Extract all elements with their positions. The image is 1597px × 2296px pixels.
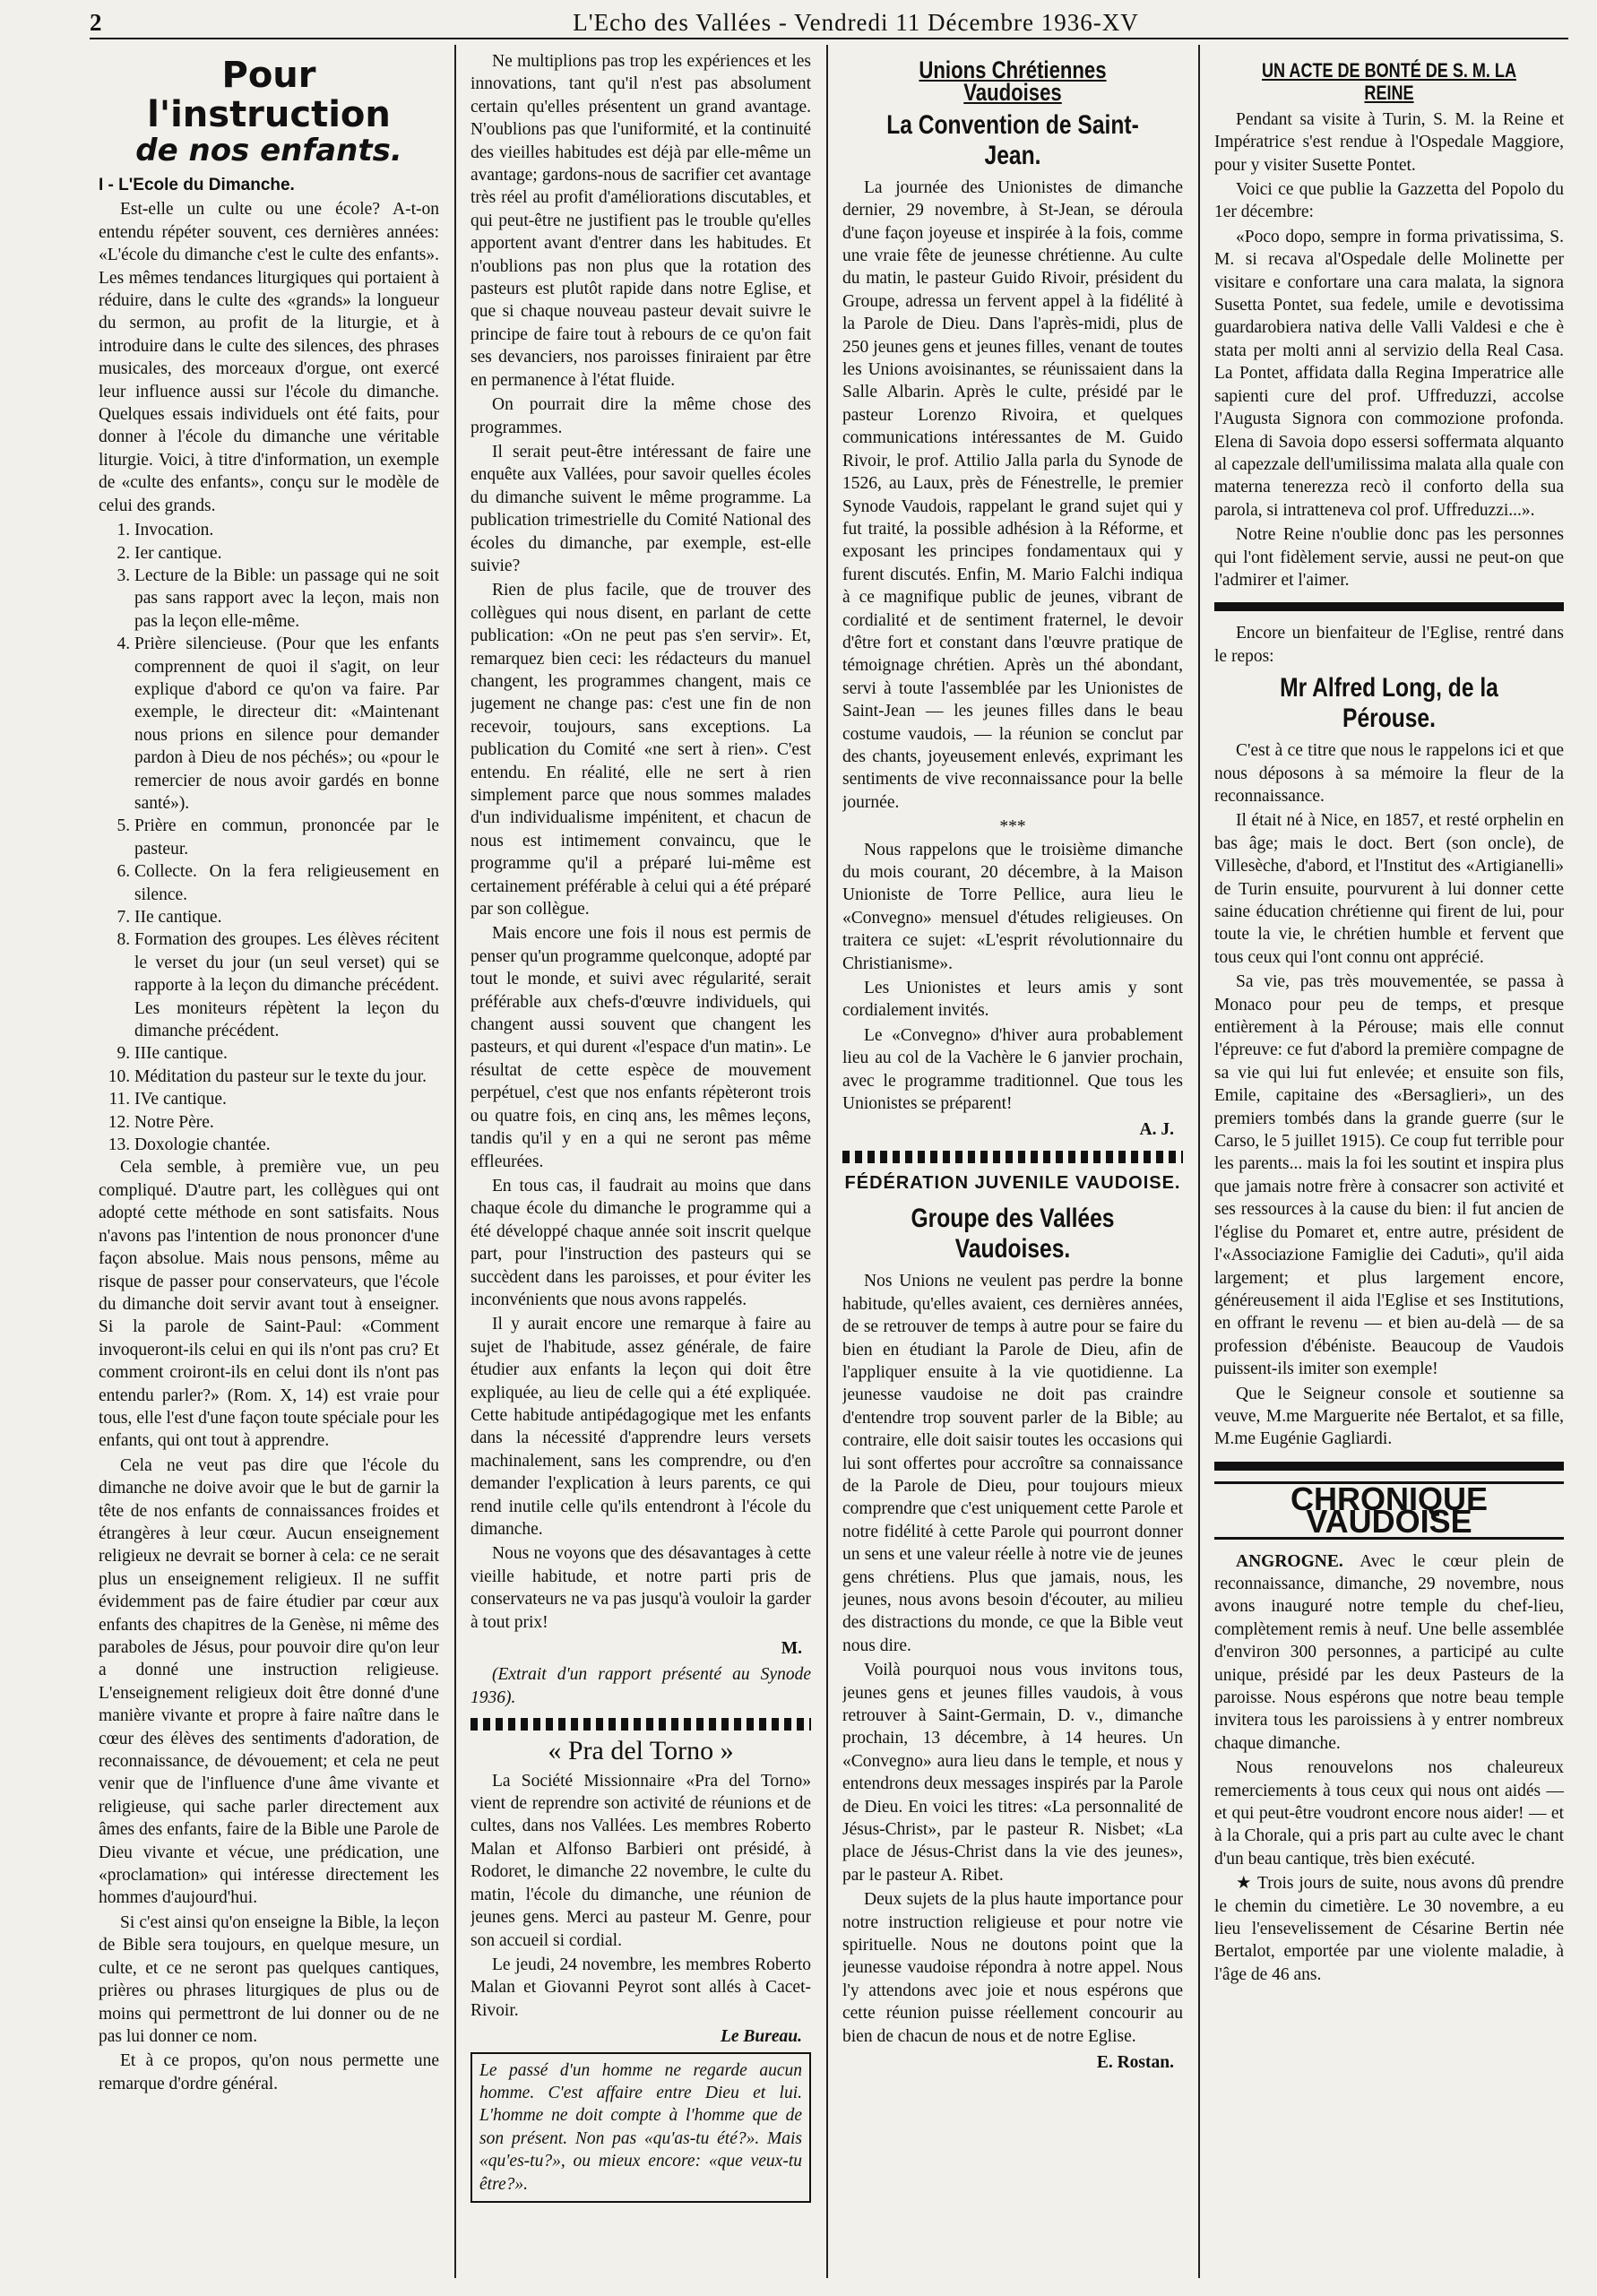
ornament-divider — [470, 1718, 811, 1731]
column-1 — [99, 50, 439, 2278]
paragraph: Cela semble, à première vue, un peu compliqué. D'autre part, les collègues qui ont adopté cette méthode en sont satisfaits. Nous n'avons pas l'intention de nous prononcer d'une façon absolue. Mais nous pensons, même au risque de passer pour conservateurs, que l'école du dimanche doit servir avant tout à enseigner. Si la parole de Saint-Paul: «Comment invoqueront-ils celui en qui ils n'ont pas cru? Et comment croiront-ils en celui dont ils n'ont pas entendu parler?» (Rom. X, 14) est vraie pour tous, elle l'est d'une façon toute spéciale pour les enfants, qui ont tout à apprendre. — [99, 1158, 439, 1451]
paragraph: Si c'est ainsi qu'on enseigne la Bible, la leçon de Bible sera toujours, en quelque mesure, un culte, et ce ne seront pas quelques cantiques, prières ou phrases liturgiques de plus ou de moins qui permettront de lui donner ou de ne pas lui donner ce nom. — [99, 1912, 439, 2046]
paragraph: La Société Missionnaire «Pra del Torno» vient de reprendre son activité de réunions et de cultes, dans nos Vallées. Les membres Roberto Malan et Alfonso Barbieri ont présidé, à Rodoret, le dimanche 22 novembre, le culte du matin, l'école du dimanche, une réunion de jeunes gens. Merci au pasteur M. Genre, pour son accueil si cordial. — [470, 1771, 811, 1950]
paragraph: Cela ne veut pas dire que l'école du dimanche ne doive avoir que le but de garnir la tête de nos enfants de connaissances froides et étrangères à leur cœur. Aucun enseignement religieux ne devrait se borner à cela: ce ne serait plus un enseignement religieux. Il ne suffit évidemment pas de faire étudier par cœur aux enfants des chapitres de la Genèse, ni même des paraboles de Jésus, pour pouvoir dire qu'on leur a donné une instruction religieuse. L'enseignement religieux doit être donné d'une manière vivante et propre à faire naître dans le cœur des élèves des sentiments d'adoration, de reconnaissance, de dévouement; et cela ne peut venir que de l'influence d'une âme vivante et religieuse, qui sache parler directement aux âmes des enfants, faire de la Bible une Parole de Dieu vivante et vécue, une prédication, une «proclamation» qui intéresse directement les hommes d'aujourd'hui. — [99, 1455, 439, 1908]
paragraph: Nous ne voyons que des désavantages à cette vieille habitude, et notre parti pris de conservateurs ne va pas jusqu'à vouloir la garder à tout prix! — [470, 1544, 811, 1632]
list-item: 3. Lecture de la Bible: un passage qui ne soit pas sans rapport avec la leçon, mais non pas la leçon elle-même. — [134, 565, 439, 633]
paragraph: Mais encore une fois il nous est permis de penser qu'un programme quelconque, adopté par tout le monde, et suivi avec régularité, serait préférable aux chefs-d'œuvre individuels, qui changent aussi souvent que changent les pasteurs, et qui durent «l'espace d'un matin». Le résultat de cette espèce de mouvement perpétuel, c'est que nos enfants répèteront trois ou quatre fois, en cinq ans, les mêmes leçons, tandis qu'il y en a qui ne seront pas même effleurées. — [470, 924, 811, 1171]
paragraph: Et à ce propos, qu'on nous permette une remarque d'ordre général. — [99, 2051, 439, 2093]
signature: A. J. — [1139, 1120, 1174, 1140]
separator-stars: *** — [999, 817, 1026, 837]
column-rule — [826, 45, 828, 2278]
list-item: 4. Prière silencieuse. (Pour que les enfants comprennent de quoi il s'agit, on leur explique d'abord ce qu'on va faire. Par exemple, le directeur dit: «Maintenant nous prions en silence pour demander pardon à Dieu de nos péchés»; ou «pour le remercier de nous avoir gardés en bonne santé»). — [134, 633, 439, 815]
masthead-title: L'Echo des Vallées - Vendredi 11 Décembre 1936-XV — [573, 8, 1139, 36]
section-title: « Pra del Torno » — [548, 1736, 734, 1766]
paragraph: Pendant sa visite à Turin, S. M. la Reine et Impératrice s'est rendue à l'Ospedale Maggiore, pour y visiter Susette Pontet. — [1214, 109, 1564, 175]
list-item: 6. Collecte. On la fera religieusement en silence. — [134, 860, 439, 906]
list-item: 10. Méditation du pasteur sur le texte du jour. — [134, 1066, 439, 1088]
list-item: 2. Ier cantique. — [134, 542, 439, 565]
ornament-divider — [842, 1151, 1183, 1163]
column-rule — [1198, 45, 1200, 2278]
column-rule — [454, 45, 456, 2278]
paragraph-text: Avec le cœur plein de reconnaissance, dimanche, 29 novembre, nous avons inauguré notre temple du chef-lieu, complètement remis à neuf. Une belle assemblée d'environ 300 personnes, a participé au culte unique, présidé par les deux Pasteurs de la paroisse. Nous espérons que notre beau temple invitera tous les paroissiens à y entrer nombreux chaque dimanche. — [1214, 1551, 1564, 1753]
signature: E. Rostan. — [1096, 2053, 1174, 2073]
paragraph: Voilà pourquoi nous vous invitons tous, jeunes gens et jeunes filles vaudois, à vous retrouver à Saint-Germain, D. v., dimanche prochain, 13 décembre, à 14 heures. Un «Convegno» aura lieu dans le temple, et nous y entendrons deux messages inspirés par la Parole de Dieu. En voici les titres: «La personnalité de Jésus-Christ», par le pasteur R. Nisbet; «La place de Jésus-Christ dans la vie des jeunes», par le pasteur A. Ribet. — [842, 1661, 1183, 1885]
paragraph: Il y aurait encore une remarque à faire au sujet de l'habitude, assez générale, de faire étudier aux enfants la leçon qui doit être expliquée, au lieu de celle qui a été expliquée. Cette habitude antipédagogique met les enfants dans la nécessité d'apprendre leurs versets machinalement, sans les comprendre, ou d'en demander l'explication à leurs parents, ce qui rend inutile celle qu'ils entendront à l'école du dimanche. — [470, 1315, 811, 1539]
paragraph: Encore un bienfaiteur de l'Eglise, rentré dans le repos: — [1214, 624, 1564, 666]
section-heading: FÉDÉRATION JUVENILE VAUDOISE. — [844, 1172, 1181, 1193]
paragraph: Que le Seigneur console et soutienne sa veuve, M.me Marguerite née Bertalot, et sa fille, M.me Eugénie Gagliardi. — [1214, 1384, 1564, 1449]
list-item: 1. Invocation. — [134, 519, 439, 541]
paragraph: Notre Reine n'oublie donc pas les personnes qui l'ont fidèlement servie, aussi ne peut-on que l'admirer et l'aimer. — [1214, 525, 1564, 590]
list-item: 11. IVe cantique. — [134, 1088, 439, 1110]
column-2 — [470, 50, 811, 2278]
signature: Le Bureau. — [720, 2027, 802, 2047]
paragraph: Les Unionistes et leurs amis y sont cordialement invités. — [842, 979, 1183, 1021]
paragraph: Nos Unions ne veulent pas perdre la bonne habitude, qu'elles avaient, ces dernières années, de se retrouver de temps à autre pour se faire du bien en étudiant la Parole de Dieu, afin de l'appliquer ensuite à la vie quotidienne. La jeunesse vaudoise ne doit pas craindre d'entendre trop souvent parler de la Bible; au contraire, elle doit saisir toutes les occasions qui lui sont offertes pour accroître sa connaissance de la Parole de Dieu, pour toujours mieux comprendre que c'est uniquement cette Parole et notre fidélité à cette Parole qui pourront donner un sens et une valeur réelle à notre vie de jeunes gens chrétiens. Plus que jamais, nous, les jeunes, nous avons besoin d'écouter, au milieu des distractions du monde, ce que la Bible veut nous dire. — [842, 1272, 1183, 1655]
article-title: La Convention de Saint-Jean. — [886, 109, 1139, 170]
paragraph: On pourrait dire la même chose des programmes. — [470, 395, 811, 437]
obituary-title: Mr Alfred Long, de la Pérouse. — [1280, 673, 1498, 734]
liturgy-list — [99, 519, 439, 1156]
paragraph: Nous renouvelons nos chaleureux remerciements à tous ceux qui nous ont aidés — et qui peut-être voudront encore nous aider! — et à la Chorale, qui a pris part au culte avec le chant d'un beau cantique, très bien exécuté. — [1214, 1758, 1564, 1869]
source-note: (Extrait d'un rapport présenté au Synode 1936). — [470, 1665, 811, 1707]
paragraph: Nous rappelons que le troisième dimanche du mois courant, 20 décembre, à la Maison Unioniste de Torre Pellice, aura lieu le «Convegno» mensuel d'études religieuses. On traitera ce sujet: «L'esprit révolutionnaire du Christianisme». — [842, 840, 1183, 973]
article-title: Groupe des Vallées Vaudoises. — [911, 1204, 1115, 1265]
divider-bar — [1214, 602, 1564, 611]
paragraph: Ne multiplions pas trop les expériences et les innovations, tant qu'il n'est pas absolument certain qu'elles présentent un grand avantage. N'oublions pas que l'uniformité, et la continuité des vieilles habitudes est déjà par elle-même un avantage; gardons-nous de sacrifier cet avantage très réel au profit d'améliorations discutables, et qui peut-être ne justifient pas le trouble qu'elles apportent avant d'entrer dans les habitudes. Et n'oublions pas non plus que la rotation des pasteurs est plutôt rapide dans notre Eglise, et que si chaque nouveau pasteur devait suivre le principe de faire tout à rebours de ce qu'on fait ses devanciers, nos paroisses finiraient par être en permanence à l'état fluide. — [470, 52, 811, 390]
divider-bar — [1214, 1462, 1564, 1471]
section-title: CHRONIQUE VAUDOISE — [1214, 1481, 1564, 1540]
list-item: 5. Prière en commun, prononcée par le pasteur. — [134, 815, 439, 860]
paragraph: Le jeudi, 24 novembre, les membres Roberto Malan et Giovanni Peyrot sont allés à Cacet-Rivoir. — [470, 1955, 811, 2020]
article-title: Pour l'instruction — [147, 55, 391, 135]
column-3 — [842, 50, 1183, 2278]
list-item: 13. Doxologie chantée. — [134, 1134, 439, 1156]
place-name: ANGROGNE. — [1236, 1551, 1343, 1571]
paragraph: Sa vie, pas très mouvementée, se passa à Monaco pour peu de temps, et presque entièrement à la Pérouse; mais elle connut l'épreuve: ce fut d'abord la première compagne de sa vie qui lui fut enlevée; et ensuite son fils, Emile, capitaine des «Bersaglieri», un des premiers tombés dans la grande guerre (sur le Carso, le 5 juillet 1915). Ce coup fut terrible pour les parents... mais la foi les soutint et inspira plus que jamais notre frère à consacrer son activité et ses ressources à la cause du bien: il fut ancien de l'église du Pomaret et, entre autre, président de l'«Associazione Famiglie dei Caduti», qu'il aida largement; et plus largement encore, généreusement il aida l'Eglise et ses Institutions, en offrant le revenu — et bien au-delà — de sa profession d'ébéniste. Beaucoup de Vaudois puissent-ils imiter son exemple! — [1214, 972, 1564, 1379]
paragraph: Il serait peut-être intéressant de faire une enquête aux Vallées, pour savoir quelles écoles du dimanche suivent le même programme. La publication trimestrielle du Comité National des écoles du dimanche, par exemple, est-elle suivie? — [470, 442, 811, 575]
paragraph: La journée des Unionistes de dimanche dernier, 29 novembre, à St-Jean, se déroula d'une façon joyeuse et inspirée à la fois, comme une vraie fête de jeunesse chrétienne. Au culte du matin, le pasteur Guido Rivoir, président du Groupe, adressa un fervent appel à la fidélité à la Parole de Dieu. Dans l'après-midi, plus de 250 jeunes gens et jeunes filles, venant de toutes les Unions avoisinantes, se réunissaient dans la Salle Albarin. Après le culte, présidé par le pasteur Lorenzo Rivoira, et quelques communications intéressantes de M. Guido Rivoir, le prof. Attilio Jalla parla du Synode de 1526, au Laux, près de Fénestrelle, le premier Synode Vaudois, rappelant le grand sujet qui y fut traité, la possible adhésion à la Réforme, et exposant les principes fondamentaux qui y furent discutés. Enfin, M. Mario Falchi indiqua à ce magnifique public de jeunes, vibrant de cordialité et de sentiment fraternel, le devoir d'être fort et constant dans l'œuvre pratique de témoignage chrétien. Après un thé abondant, servi à toute l'assemblée par les Unionistes de Saint-Jean — les jeunes filles dans le beau costume vaudois, — la réunion se conclut par des chants, joyeusement enlevés, exprimant les sentiments de vive reconnaissance pour la belle journée. — [842, 177, 1183, 812]
list-item: 8. Formation des groupes. Les élèves récitent le verset du jour (un seul verset) qui se rapporte à la leçon du dimanche précédent. Les moniteurs répètent la leçon du dimanche précédent. — [134, 928, 439, 1042]
paragraph: Il était né à Nice, en 1857, et resté orphelin en bas âge; mais le doct. Bert (son oncle), de Villesèche, d'abord, et l'Institut des «Artigianelli» de Turin ensuite, pourvurent à lui donner cette saine éducation chrétienne qui firent de lui, pour toute la vie, le chrétien humble et fervent que tous ceux qui l'ont connu ont apprécié. — [1214, 811, 1564, 967]
list-item: 7. IIe cantique. — [134, 906, 439, 928]
quote-box — [470, 2052, 811, 2203]
paragraph: Rien de plus facile, que de trouver des collègues qui nous disent, en parlant de cette publication: «On ne peut pas s'en servir». Et, remarquez bien ceci: les rédacteurs du manuel changent, les programmes changent, mais ce jugement ne change pas: c'est une fin de non recevoir, toujours, sans exceptions. La publication du Comité «ne sert à rien». C'est entendu. En réalité, elle ne sert à rien simplement parce que nous sommes malades d'un individualisme impénitent, et chacun de nous est intimement convaincu, que le programme qu'il a préparé lui-même est certainement préférable à celui qui a été préparé par son collègue. — [470, 581, 811, 919]
section-kicker: Unions Chrétiennes Vaudoises — [919, 56, 1107, 107]
page-number: 2 — [90, 8, 102, 36]
list-item: 12. Notre Père. — [134, 1111, 439, 1134]
section-heading: I - L'Ecole du Dimanche. — [99, 176, 295, 194]
paragraph: ★ Trois jours de suite, nous avons dû prendre le chemin du cimetière. Le 30 novembre, a eu lieu l'ensevelissement de Césarine Bertin née Bertalot, emportée par une violente maladie, à l'âge de 46 ans. — [1214, 1874, 1564, 1984]
paragraph: Est-elle un culte ou une école? A-t-on entendu répéter souvent, ces dernières années: «L'école du dimanche c'est le culte des enfants». Les mêmes tendances liturgiques qui portaient à réduire, dans le culte des «grands» la longueur du sermon, au profit de la liturgie, et à introduire dans le culte des silences, des phrases musicales, des morceaux d'orgue, ont exercé leur influence aussi sur l'école du dimanche. Quelques essais individuels ont été faits, pour donner à l'école du dimanche une véritable liturgie. Voici, à titre d'information, un exemple de «culte des enfants», conçu sur le modèle de celui des grands. — [99, 200, 439, 515]
article-title: UN ACTE DE BONTÉ DE S. M. LA REINE — [1262, 59, 1516, 105]
paragraph: C'est à ce titre que nous le rappelons ici et que nous déposons à sa mémoire la fleur de la reconnaissance. — [1214, 741, 1564, 806]
paragraph: «Poco dopo, sempre in forma privatissima, S. M. si recava al'Ospedale delle Molinette per visitare e confortare una cara malata, la signora Susetta Pontet, sua fedele, umile e devotissima guardarobiera nativa delle Valli Valdesi e che è stata per molti anni al servizio della Real Casa. La Pontet, affidata dalla Regina Imperatrice alle sapienti cure del prof. Uffreduzzi, accolse l'Augusta Signora con commozione profonda. Elena di Savoia dopo essersi soffermata alquanto al capezzale dell'umilissima malata alla quale con materna tenerezza recò il conforto della sua parola, si intratteneva col prof. Uffreduzzi...». — [1214, 227, 1564, 520]
article-title-line2: de nos enfants. — [135, 133, 402, 168]
paragraph — [1214, 1550, 1564, 1756]
column-4 — [1214, 50, 1564, 2278]
list-item: 9. IIIe cantique. — [134, 1042, 439, 1065]
paragraph: En tous cas, il faudrait au moins que dans chaque école du dimanche le programme qui a été développé chaque année soit inscrit quelque part, pour l'instruction des pasteurs qui se succèdent dans les paroisses, et pour éviter les inconvénients que nous avons rappelés. — [470, 1176, 811, 1309]
signature: M. — [781, 1639, 802, 1659]
paragraph: Deux sujets de la plus haute importance pour notre instruction religieuse et pour notre vie spirituelle. Nous ne doutons point que la jeunesse vaudoise répondra à notre appel. Nous l'y attendons avec joie et nous espérons que cette réunion puisse réellement concourir au bien de chacun de nous et de notre Eglise. — [842, 1890, 1183, 2046]
paragraph: Le «Convegno» d'hiver aura probablement lieu au col de la Vachère le 6 janvier prochain, avec le programme traditionnel. Que tous les Unionistes se préparent! — [842, 1025, 1183, 1114]
page-header — [90, 7, 1568, 39]
paragraph: Voici ce que publie la Gazzetta del Popolo du 1er décembre: — [1214, 180, 1564, 222]
quote-text: Le passé d'un homme ne regarde aucun homme. C'est affaire entre Dieu et lui. L'homme ne doit compte à l'homme que de son présent. Non pas «qu'as-tu été?». Mais «qu'es-tu?», ou mieux encore: «que veux-tu être?». — [479, 2060, 802, 2194]
